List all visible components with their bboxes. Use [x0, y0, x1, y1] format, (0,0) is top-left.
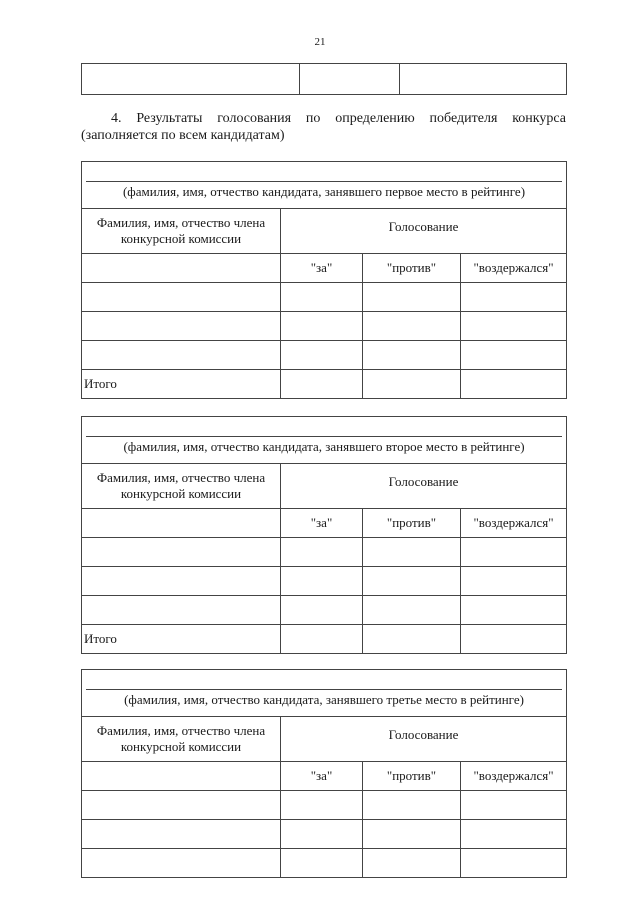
option-for: "за"	[281, 762, 363, 791]
option-for: "за"	[281, 254, 363, 283]
header-row	[82, 209, 567, 254]
table-cell	[82, 509, 281, 538]
table-cell	[82, 538, 281, 567]
table-cell	[363, 312, 461, 341]
section-heading	[81, 110, 566, 144]
table-cell	[281, 625, 363, 654]
candidate-name-cell	[82, 670, 567, 717]
voting-column-header: Голосование	[281, 717, 567, 762]
member-column-header: Фамилия, имя, отчество члена конкурсной комиссии	[82, 464, 281, 509]
candidate-name-row	[82, 670, 567, 717]
total-row	[82, 370, 567, 399]
table-cell	[281, 538, 363, 567]
option-against: "против"	[363, 509, 461, 538]
table-cell	[461, 820, 567, 849]
table-row	[82, 283, 567, 312]
table-row	[82, 596, 567, 625]
member-column-header: Фамилия, имя, отчество члена конкурсной комиссии	[82, 717, 281, 762]
table-cell	[363, 596, 461, 625]
table-cell	[82, 762, 281, 791]
table-cell	[281, 567, 363, 596]
table-cell	[461, 370, 567, 399]
header-row	[82, 464, 567, 509]
table-cell	[461, 341, 567, 370]
table-cell	[461, 312, 567, 341]
table-cell	[400, 64, 567, 95]
table-cell	[363, 849, 461, 878]
table-cell	[82, 820, 281, 849]
option-against: "против"	[363, 762, 461, 791]
option-abstain: "воздержался"	[461, 762, 567, 791]
table-row	[82, 64, 567, 95]
table-cell	[82, 312, 281, 341]
page-number: 21	[314, 36, 326, 48]
table-cell	[363, 370, 461, 399]
candidate-caption: (фамилия, имя, отчество кандидата, занявшего первое место в рейтинге)	[86, 181, 562, 200]
candidate-caption: (фамилия, имя, отчество кандидата, занявшего третье место в рейтинге)	[86, 689, 562, 708]
table-cell	[461, 625, 567, 654]
section-note: (заполняется по всем кандидатам)	[81, 128, 285, 143]
member-column-header: Фамилия, имя, отчество члена конкурсной комиссии	[82, 209, 281, 254]
table-cell	[461, 567, 567, 596]
options-row	[82, 509, 567, 538]
table-cell	[281, 849, 363, 878]
table-row	[82, 791, 567, 820]
table-row	[82, 849, 567, 878]
continued-table	[81, 63, 567, 95]
table-cell	[82, 849, 281, 878]
table-row	[82, 567, 567, 596]
table-cell	[363, 791, 461, 820]
options-row	[82, 762, 567, 791]
option-abstain: "воздержался"	[461, 509, 567, 538]
table-cell	[461, 791, 567, 820]
table-cell	[461, 849, 567, 878]
table-cell	[363, 567, 461, 596]
table-cell	[281, 341, 363, 370]
table-cell	[363, 283, 461, 312]
table-cell	[281, 596, 363, 625]
option-against: "против"	[363, 254, 461, 283]
table-cell	[82, 596, 281, 625]
table-cell	[363, 341, 461, 370]
table-cell	[363, 538, 461, 567]
total-label: Итого	[82, 370, 281, 399]
table-cell	[82, 341, 281, 370]
table-row	[82, 312, 567, 341]
header-row	[82, 717, 567, 762]
table-cell	[82, 791, 281, 820]
candidate-caption: (фамилия, имя, отчество кандидата, занявшего второе место в рейтинге)	[86, 436, 562, 455]
voting-column-header: Голосование	[281, 464, 567, 509]
total-label: Итого	[82, 625, 281, 654]
option-abstain: "воздержался"	[461, 254, 567, 283]
voting-table-first-place	[81, 161, 567, 399]
table-cell	[281, 820, 363, 849]
table-cell	[82, 283, 281, 312]
table-cell	[82, 64, 300, 95]
table-cell	[461, 283, 567, 312]
table-cell	[363, 625, 461, 654]
total-row	[82, 625, 567, 654]
table-cell	[281, 791, 363, 820]
table-cell	[461, 538, 567, 567]
table-cell	[281, 370, 363, 399]
table-row	[82, 538, 567, 567]
table-cell	[281, 312, 363, 341]
options-row	[82, 254, 567, 283]
table-cell	[82, 254, 281, 283]
candidate-name-cell	[82, 162, 567, 209]
option-for: "за"	[281, 509, 363, 538]
table-row	[82, 341, 567, 370]
table-row	[82, 820, 567, 849]
voting-column-header: Голосование	[281, 209, 567, 254]
candidate-name-cell	[82, 417, 567, 464]
candidate-name-row	[82, 162, 567, 209]
table-cell	[461, 596, 567, 625]
voting-table-second-place	[81, 416, 567, 654]
candidate-name-row	[82, 417, 567, 464]
table-cell	[281, 283, 363, 312]
voting-table-third-place	[81, 669, 567, 878]
table-cell	[82, 567, 281, 596]
table-cell	[300, 64, 400, 95]
table-cell	[363, 820, 461, 849]
section-title: 4. Результаты голосования по определению победителя конкурса	[111, 111, 566, 126]
